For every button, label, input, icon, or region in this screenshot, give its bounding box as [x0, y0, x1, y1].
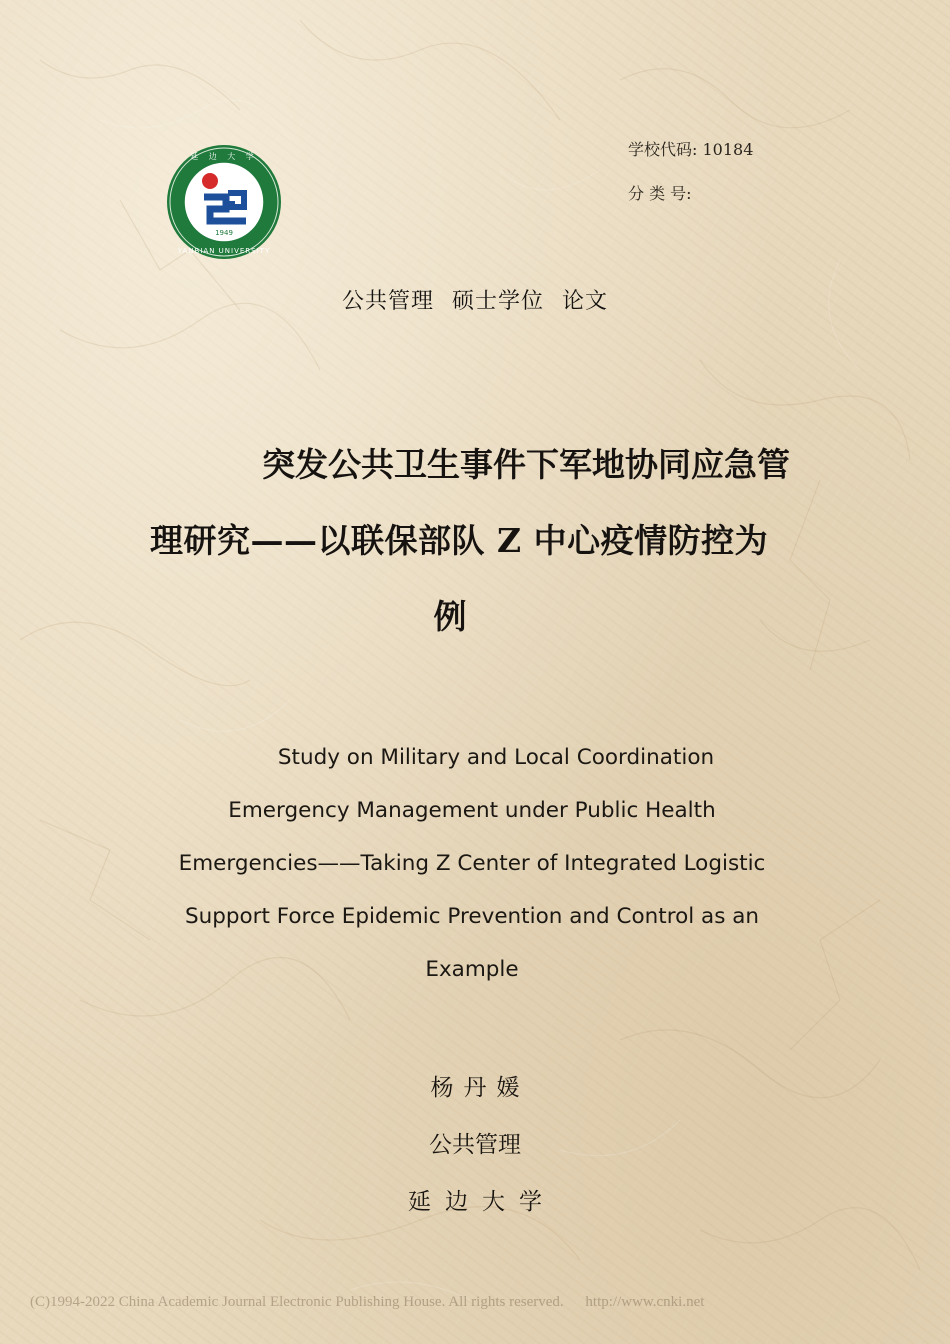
english-title-line-2: Emergency Management under Public Health: [228, 798, 716, 823]
catalog-info: [628, 138, 753, 226]
copyright-footer: [30, 1294, 722, 1311]
chinese-title-line-1: 突发公共卫生事件下军地协同应急管: [262, 445, 790, 484]
chinese-title-line-3: 例: [433, 597, 467, 636]
english-title-line-5: Example: [425, 957, 519, 982]
classification-row: [628, 182, 753, 206]
degree-field: 公共管理: [341, 289, 434, 314]
author-info: [0, 1068, 950, 1239]
university-seal-logo: [165, 143, 283, 261]
school-code-row: [628, 138, 753, 162]
copyright-text: (C)1994-2022 China Academic Journal Electronic Publishing House. All rights reserved.: [30, 1294, 564, 1310]
english-title-line-1: Study on Military and Local Coordination: [277, 745, 715, 770]
english-title-line-3: Emergencies——Taking Z Center of Integrated Logistic: [178, 851, 766, 876]
english-title: [150, 731, 794, 996]
degree-type: 硕士学位: [451, 289, 544, 314]
cnki-url: http://www.cnki.net: [585, 1294, 705, 1310]
degree-type-line: [0, 284, 950, 315]
author-major: 公共管理: [429, 1132, 521, 1158]
chinese-title-line-2: 理研究——以联保部队 Z 中心疫情防控为: [150, 521, 769, 560]
svg-text:YANBIAN UNIVERSITY: YANBIAN UNIVERSITY: [177, 247, 271, 255]
english-title-line-4: Support Force Epidemic Prevention and Control as an: [184, 904, 760, 929]
author-name: 杨丹媛: [430, 1075, 530, 1101]
author-university: 延边大学: [408, 1189, 556, 1215]
school-code-value: 10184: [702, 140, 754, 159]
classification-label: 分 类 号:: [628, 184, 692, 203]
chinese-title: [150, 427, 790, 655]
svg-text:延 边 大 学: 延 边 大 学: [190, 152, 258, 161]
degree-doc: 论文: [562, 289, 609, 314]
school-code-label: 学校代码:: [628, 140, 698, 159]
svg-text:1949: 1949: [215, 229, 233, 237]
